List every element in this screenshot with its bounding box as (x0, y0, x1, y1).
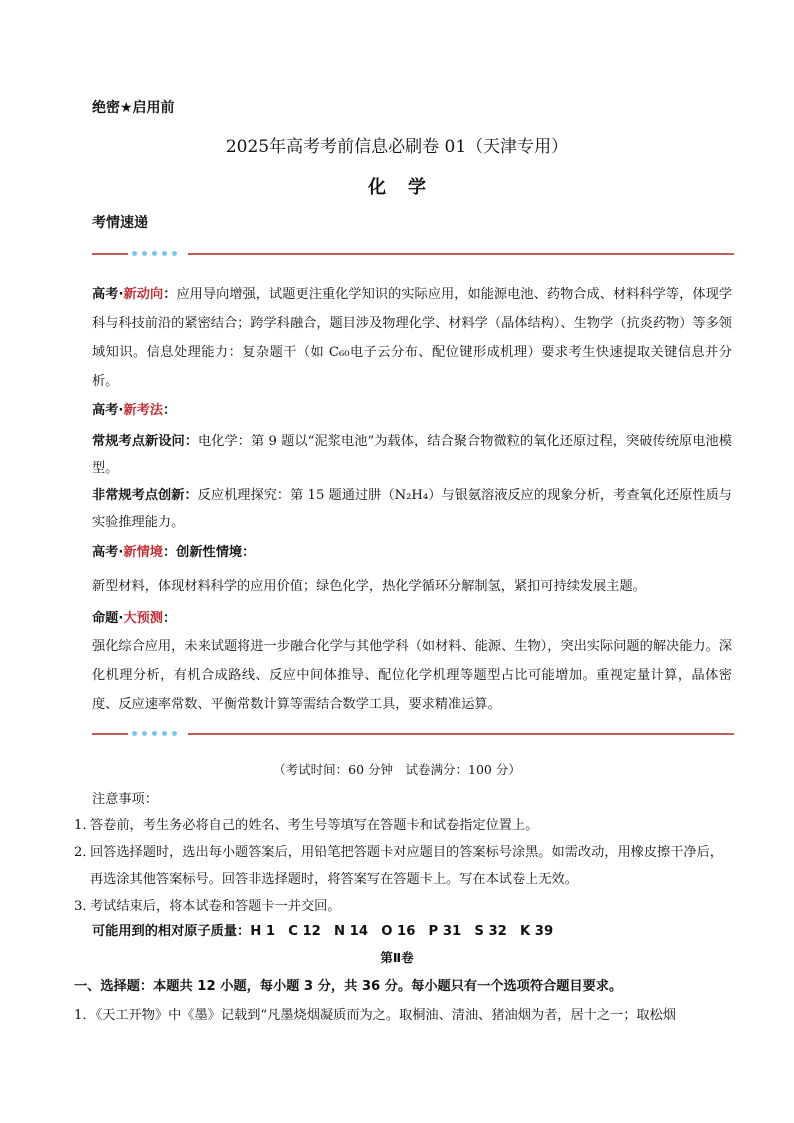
exam-time: （考试时间：60 分钟 试卷满分：100 分） (273, 762, 521, 777)
notice-item: 1．答卷前，考生务必将自己的姓名、考生号等填写在答题卡和试卷指定位置上。 (74, 818, 539, 833)
prediction-paragraph: 强化综合应用，未来试题将进一步融合化学与其他学科（如材料、能源、生物），突出实际问题的解决能力。深化机理分析，有机合成路线、反应中间体推导、配位化学机理等题型占比可能增加。重视定量计算，晶体密度、反应速率常数、平衡常数计算等需结合数学工具，要求精准运算。 (92, 639, 732, 712)
divider-bottom (92, 728, 734, 740)
confidential-label: 绝密★启用前 (92, 100, 175, 116)
section-1-heading: 一、选择题：本题共 12 小题，每小题 3 分，共 36 分。每小题只有一个选项符合题目要求。 (74, 979, 623, 994)
notice-title: 注意事项： (92, 792, 158, 807)
question-1: 1．《天工开物》中《墨》记载到“凡墨烧烟凝质而为之。取桐油、清油、猪油烟为者，居十之一；取松烟 (74, 1008, 676, 1023)
new-context-paragraph: 新型材料，体现材料科学的应用价值；绿色化学，热化学循环分解制氢，紧扣可持续发展主题。 (92, 579, 646, 594)
volume-title: 第Ⅱ卷 (380, 950, 414, 965)
new-trend-paragraph: 高考·新动向：应用导向增强，试题更注重化学知识的实际应用，如能源电池、药物合成、材料科学等，体现学科与科技前沿的紧密结合；跨学科融合，题目涉及物理化学、材料学（晶体结构）、生物学（抗炎药物）等多领域知识。信息处理能力：复杂题干（如 C₆₀电子云分布、配位键形成机理）要求考生快速提取关键信息并分析。 (92, 287, 733, 389)
subject-title: 化学 (368, 177, 448, 198)
notice-item: 2． 回答选择题时，选出每小题答案后，用铅笔把答题卡对应题目的答案标号涂黑。如需改动，用橡皮擦干净后，再选涂其他答案标号。回答非选择题时，将答案写在答题卡上。写在本试卷上无效。 (74, 845, 723, 887)
atomic-masses: 可能用到的相对原子质量：H 1 C 12 N 14 O 16 P 31 S 32 K 39 (92, 924, 554, 939)
nonroutine-point-paragraph: 非常规考点创新：反应机理探究：第 15 题通过肼（N₂H₄）与银氨溶液反应的现象分析，考查氧化还原性质与实验推理能力。 (92, 488, 732, 530)
paper-title: 2025年高考考前信息必刷卷 01（天津专用） (225, 137, 569, 157)
prediction-heading: 命题·大预测： (92, 611, 177, 626)
new-context-heading: 高考·新情境：创新性情境： (92, 545, 256, 560)
routine-point-paragraph: 常规考点新设问：电化学：第 9 题以“泥浆电池”为载体，结合聚合物微粒的氧化还原过程，突破传统原电池模型。 (92, 434, 732, 476)
new-method-heading: 高考·新考法： (92, 403, 177, 418)
notice-item: 3．考试结束后，将本试卷和答题卡一并交回。 (74, 899, 341, 914)
exam-info-heading: 考情速递 (92, 215, 148, 231)
divider-top (92, 248, 734, 260)
